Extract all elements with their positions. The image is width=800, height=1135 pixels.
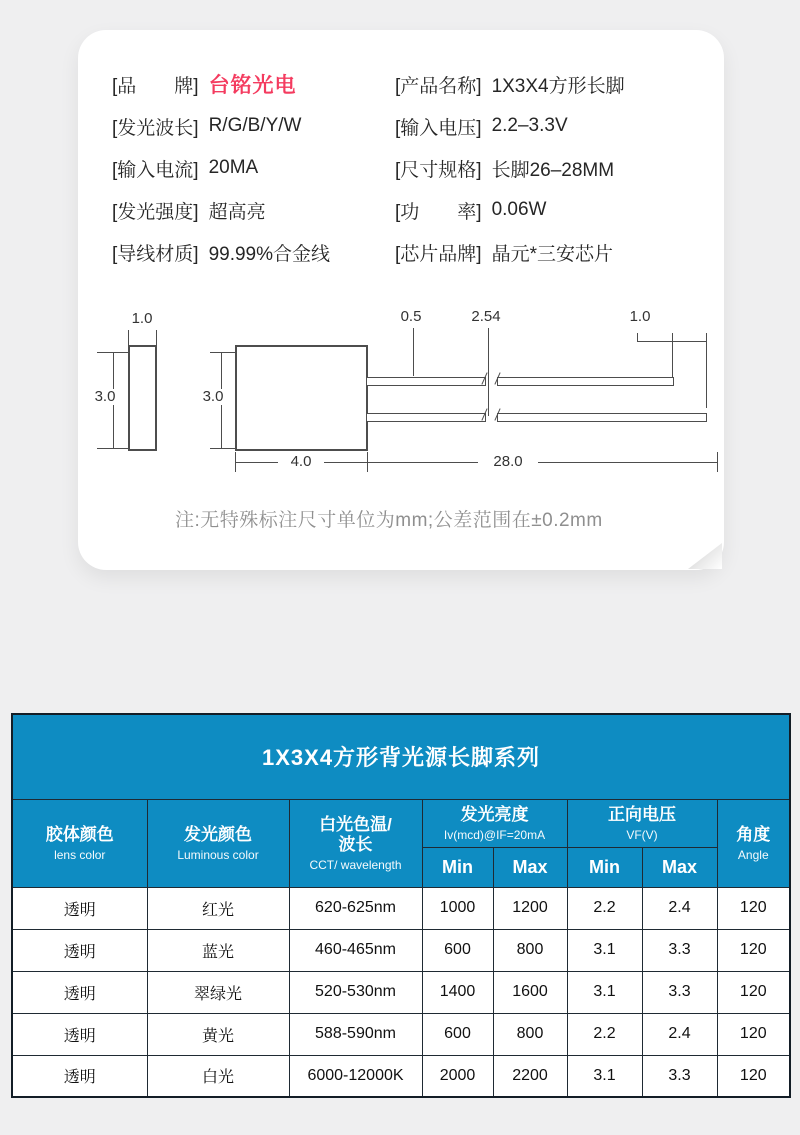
header-zh: 角度 [736, 824, 771, 844]
cell-vf-min: 3.1 [567, 1055, 642, 1097]
table-row [12, 887, 790, 929]
header-zh: 白光色温/ [319, 814, 392, 834]
spec-label: [芯片品牌] [395, 243, 482, 265]
spec-label: [品 牌] [112, 75, 199, 97]
dimension-line [97, 448, 128, 449]
header-zh: 发光颜色 [184, 824, 252, 844]
cell-angle: 120 [717, 1013, 790, 1055]
spec-value: 2.2–3.3V [491, 115, 568, 136]
dim-lead-end-width: 1.0 [618, 309, 662, 325]
tolerance-note: 注:无特殊标注尺寸单位为mm;公差范围在±0.2mm [175, 510, 603, 531]
dim-side-width: 1.0 [122, 311, 162, 327]
spec-label: [发光波长] [112, 117, 199, 139]
cell-angle: 120 [717, 929, 790, 971]
cell-lum-min: 1000 [422, 887, 493, 929]
group-header-luminance [422, 799, 567, 847]
dimension-line [717, 452, 718, 472]
cell-color: 红光 [147, 887, 289, 929]
col-header-vf-max: Max [642, 847, 717, 887]
dimension-line [637, 333, 638, 341]
cell-lens: 透明 [12, 1013, 147, 1055]
group-header-forward-voltage [567, 799, 717, 847]
cell-lum-min: 1400 [422, 971, 493, 1013]
spec-label: [功 率] [395, 201, 482, 223]
table-row [12, 929, 790, 971]
cell-lum-min: 600 [422, 1013, 493, 1055]
led-lead-bottom [497, 413, 707, 422]
cell-lens: 透明 [12, 971, 147, 1013]
dimension-line [210, 352, 235, 353]
cell-wavelength: 520-530nm [289, 971, 422, 1013]
dim-lead-length: 28.0 [478, 454, 538, 470]
header-zh: 胶体颜色 [45, 824, 114, 844]
led-side-view [128, 345, 157, 451]
dimension-line [128, 330, 129, 345]
cell-lum-max: 800 [493, 1013, 567, 1055]
dimension-line [488, 328, 489, 416]
cell-lum-min: 600 [422, 929, 493, 971]
spec-value: 99.99%合金线 [208, 243, 331, 265]
cell-vf-max: 3.3 [642, 1055, 717, 1097]
led-spec-table [11, 713, 791, 1098]
dim-side-height: 3.0 [90, 389, 120, 405]
header-en: VF(V) [626, 827, 658, 842]
col-header-lum-min: Min [422, 847, 493, 887]
header-zh: 发光亮度 [460, 804, 529, 824]
cell-lum-max: 800 [493, 929, 567, 971]
cell-vf-min: 3.1 [567, 929, 642, 971]
dimension-line [156, 330, 157, 345]
cell-lens: 透明 [12, 929, 147, 971]
cell-wavelength: 620-625nm [289, 887, 422, 929]
cell-color: 翠绿光 [147, 971, 289, 1013]
brand-name: 台铭光电 [208, 74, 297, 97]
led-lead-bottom [366, 413, 486, 422]
col-header-cct-wavelength [289, 799, 422, 887]
table-row [12, 1055, 790, 1097]
header-en: Luminous color [177, 847, 259, 862]
cell-wavelength: 6000-12000K [289, 1055, 422, 1097]
led-lead-top [497, 377, 674, 386]
led-lead-top [366, 377, 486, 386]
cell-vf-min: 3.1 [567, 971, 642, 1013]
spec-value: 20MA [208, 157, 259, 178]
cell-color: 黄光 [147, 1013, 289, 1055]
col-header-lens-color [12, 799, 147, 887]
cell-lens: 透明 [12, 887, 147, 929]
dim-lead-pitch: 2.54 [464, 309, 508, 325]
spec-label: [输入电流] [112, 159, 199, 181]
spec-value: 1X3X4方形长脚 [491, 75, 625, 97]
led-body-view [235, 345, 368, 451]
col-header-angle [717, 799, 790, 887]
header-en: Angle [737, 847, 769, 862]
cell-lens: 透明 [12, 1055, 147, 1097]
spec-value: 晶元*三安芯片 [491, 243, 613, 265]
col-header-lum-max: Max [493, 847, 567, 887]
spec-label: [输入电压] [395, 117, 482, 139]
cell-vf-min: 2.2 [567, 887, 642, 929]
cell-lum-min: 2000 [422, 1055, 493, 1097]
table-row [12, 971, 790, 1013]
spec-value: 超高亮 [208, 201, 266, 223]
dim-body-width: 4.0 [278, 454, 324, 470]
dimension-line [706, 333, 707, 408]
col-header-vf-min: Min [567, 847, 642, 887]
spec-label: [产品名称] [395, 75, 482, 97]
cell-vf-max: 2.4 [642, 1013, 717, 1055]
cell-lum-max: 2200 [493, 1055, 567, 1097]
col-header-luminous-color [147, 799, 289, 887]
cell-vf-max: 2.4 [642, 887, 717, 929]
cell-vf-min: 2.2 [567, 1013, 642, 1055]
cell-angle: 120 [717, 1055, 790, 1097]
cell-angle: 120 [717, 887, 790, 929]
header-en: Iv(mcd)@IF=20mA [443, 827, 546, 842]
dimension-line [210, 448, 235, 449]
header-zh: 波长 [338, 834, 373, 854]
cell-vf-max: 3.3 [642, 971, 717, 1013]
cell-color: 蓝光 [147, 929, 289, 971]
header-zh: 正向电压 [608, 804, 676, 824]
spec-label: [尺寸规格] [395, 159, 482, 181]
dim-lead-thickness: 0.5 [393, 309, 429, 325]
table-row [12, 1013, 790, 1055]
spec-value: R/G/B/Y/W [208, 115, 302, 136]
spec-value: 长脚26–28MM [491, 159, 615, 181]
dim-body-height: 3.0 [198, 389, 228, 405]
spec-label: [发光强度] [112, 201, 199, 223]
header-en: CCT/ wavelength [309, 857, 402, 872]
spec-value: 0.06W [491, 199, 547, 220]
cell-lum-max: 1200 [493, 887, 567, 929]
cell-color: 白光 [147, 1055, 289, 1097]
dimension-diagram [0, 0, 800, 531]
spec-label: [导线材质] [112, 243, 199, 265]
cell-lum-max: 1600 [493, 971, 567, 1013]
cell-wavelength: 588-590nm [289, 1013, 422, 1055]
cell-vf-max: 3.3 [642, 929, 717, 971]
cell-wavelength: 460-465nm [289, 929, 422, 971]
dimension-line [672, 333, 673, 377]
dimension-line [413, 328, 414, 376]
header-en: lens color [54, 847, 106, 862]
cell-angle: 120 [717, 971, 790, 1013]
table-title: 1X3X4方形背光源长脚系列 [12, 714, 790, 799]
